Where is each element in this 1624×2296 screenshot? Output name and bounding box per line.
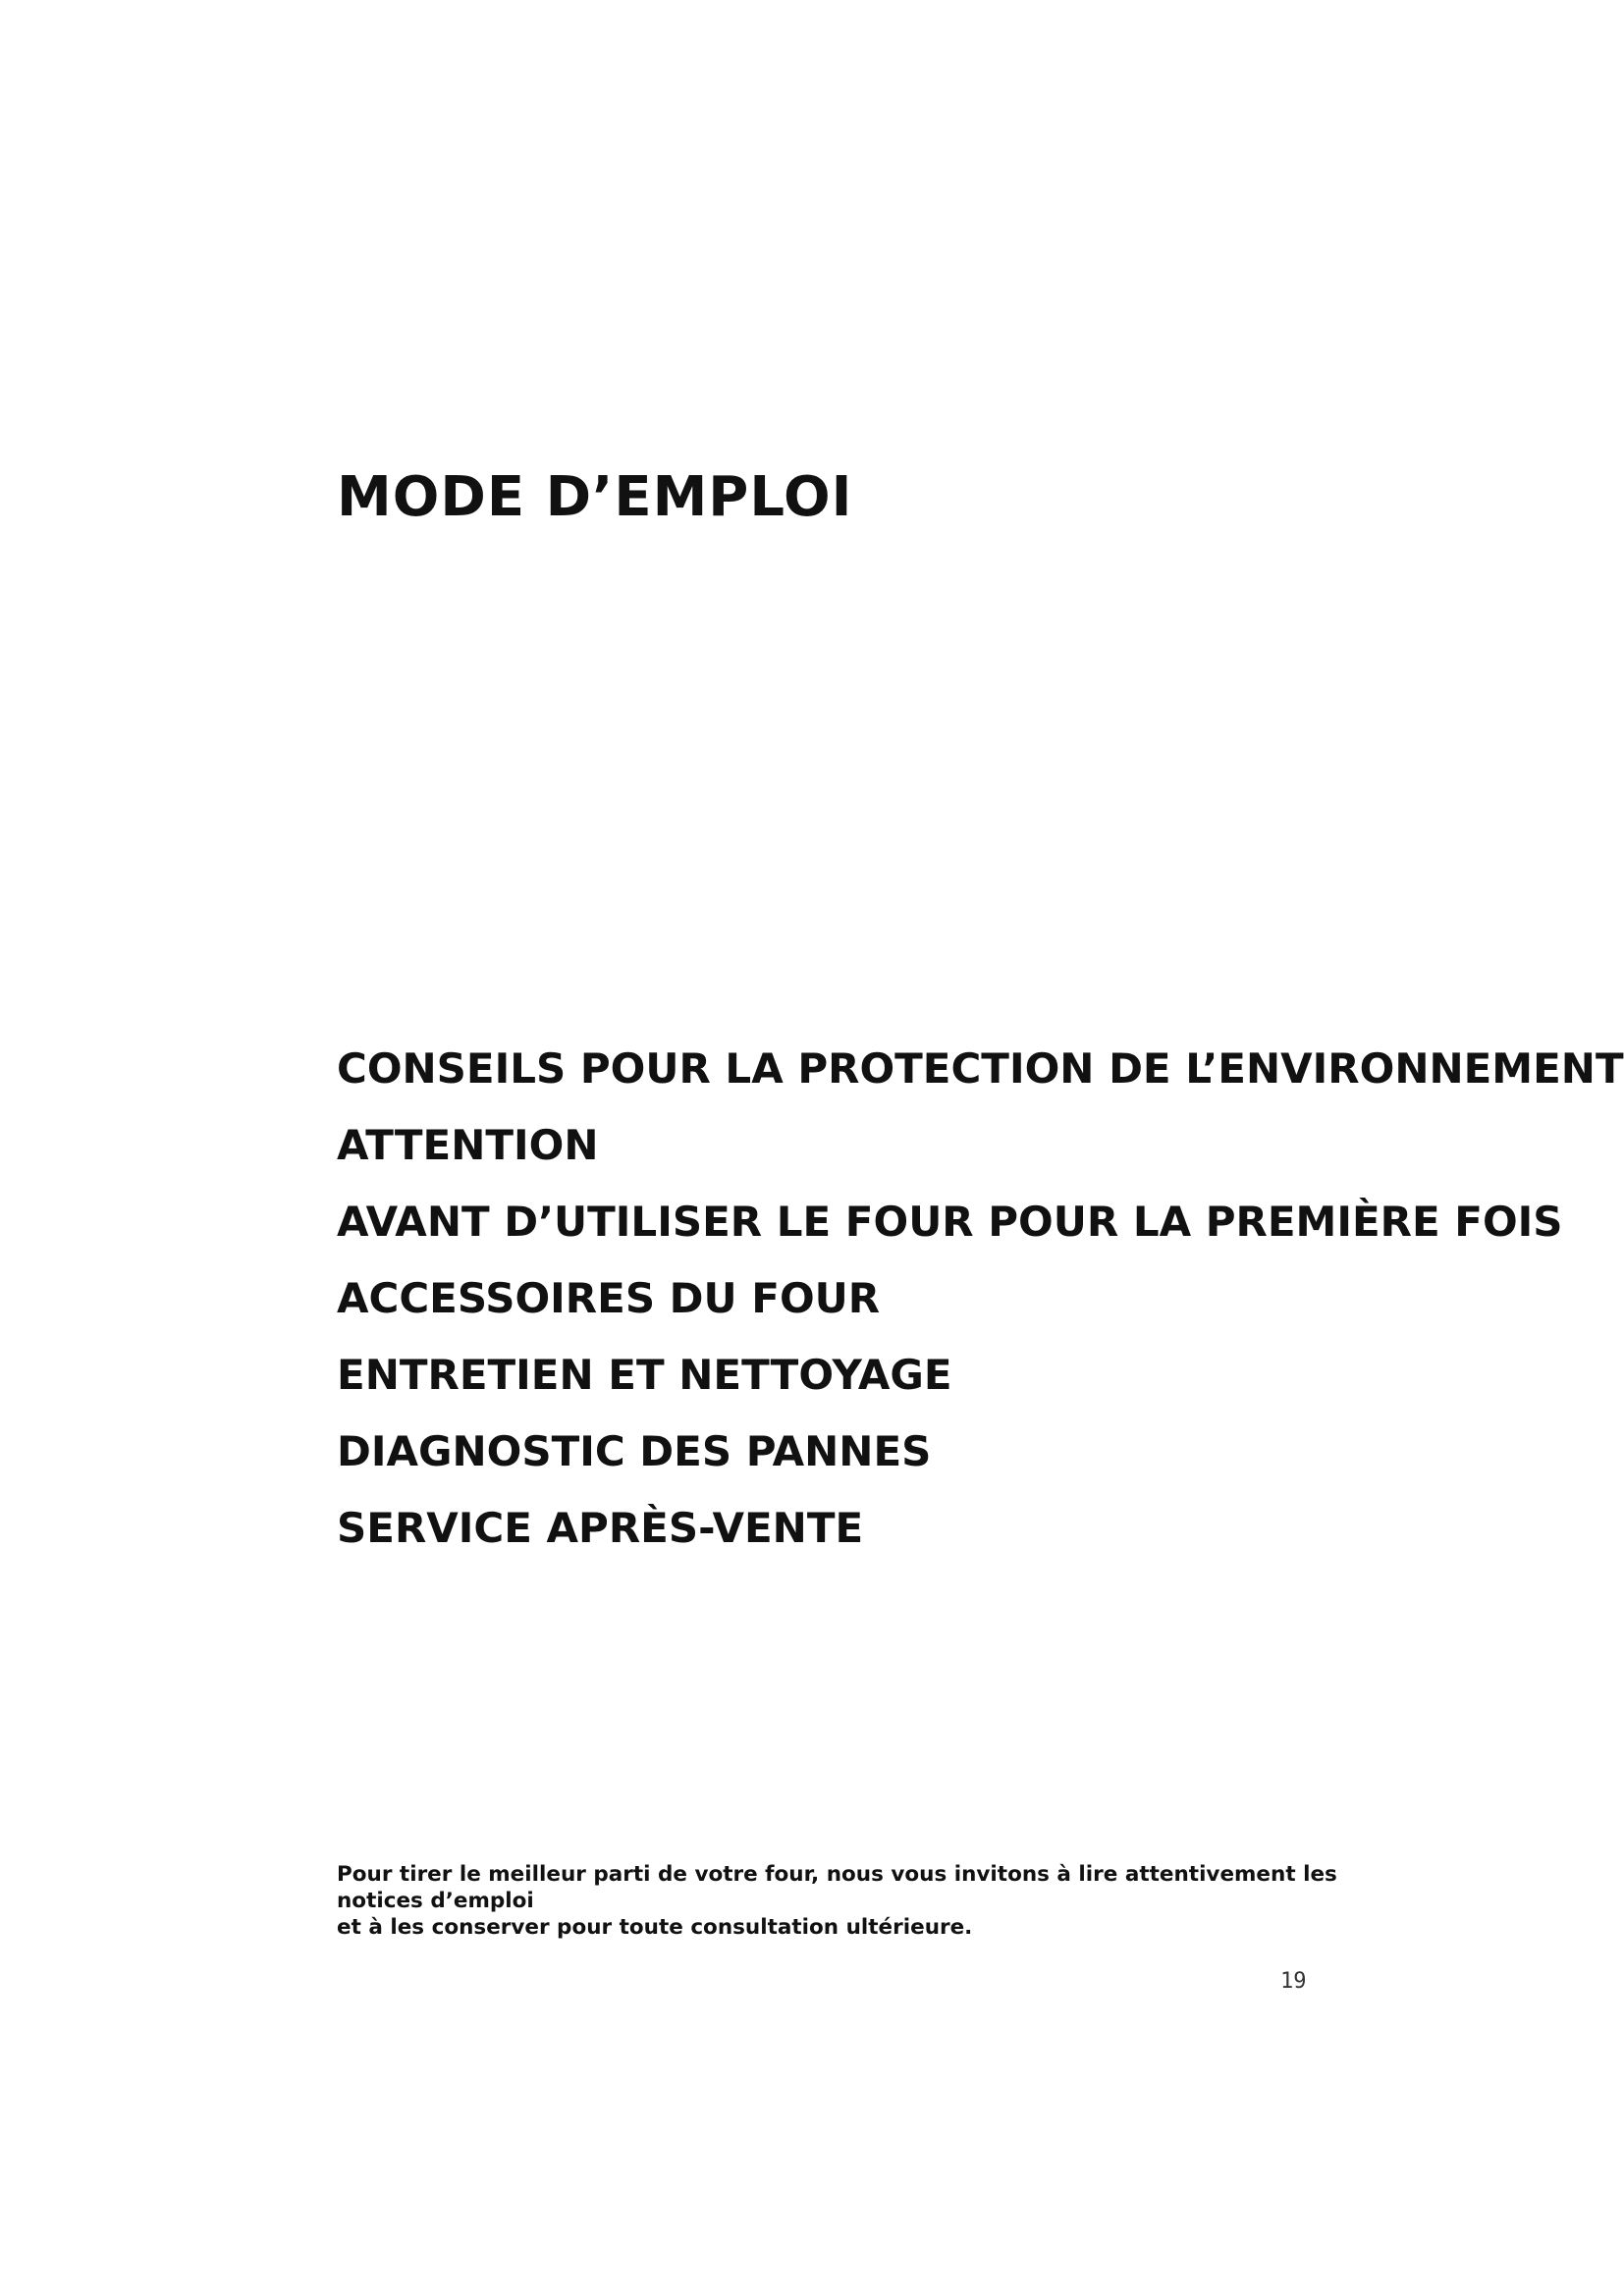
page-number: 19 bbox=[1280, 1969, 1307, 1994]
page-title: MODE D’EMPLOI bbox=[337, 465, 853, 529]
toc-item-environment: CONSEILS POUR LA PROTECTION DE L’ENVIRONNEMENT bbox=[337, 1044, 1624, 1093]
intro-paragraph bbox=[337, 1861, 1338, 1941]
toc-item-maintenance: ENTRETIEN ET NETTOYAGE bbox=[337, 1351, 952, 1399]
toc-item-attention: ATTENTION bbox=[337, 1121, 599, 1169]
intro-line-2: et à les conserver pour toute consultation ultérieure. bbox=[337, 1915, 973, 1940]
toc-item-troubleshooting: DIAGNOSTIC DES PANNES bbox=[337, 1427, 932, 1475]
toc-item-after-sales: SERVICE APRÈS-VENTE bbox=[337, 1504, 864, 1552]
intro-line-1: Pour tirer le meilleur parti de votre four, nous vous invitons à lire attentivement les notices d’emploi bbox=[337, 1862, 1337, 1913]
toc-item-first-use: AVANT D’UTILISER LE FOUR POUR LA PREMIÈRE FOIS bbox=[337, 1198, 1563, 1246]
table-of-contents bbox=[337, 1031, 1624, 1567]
toc-item-accessories: ACCESSOIRES DU FOUR bbox=[337, 1274, 881, 1322]
